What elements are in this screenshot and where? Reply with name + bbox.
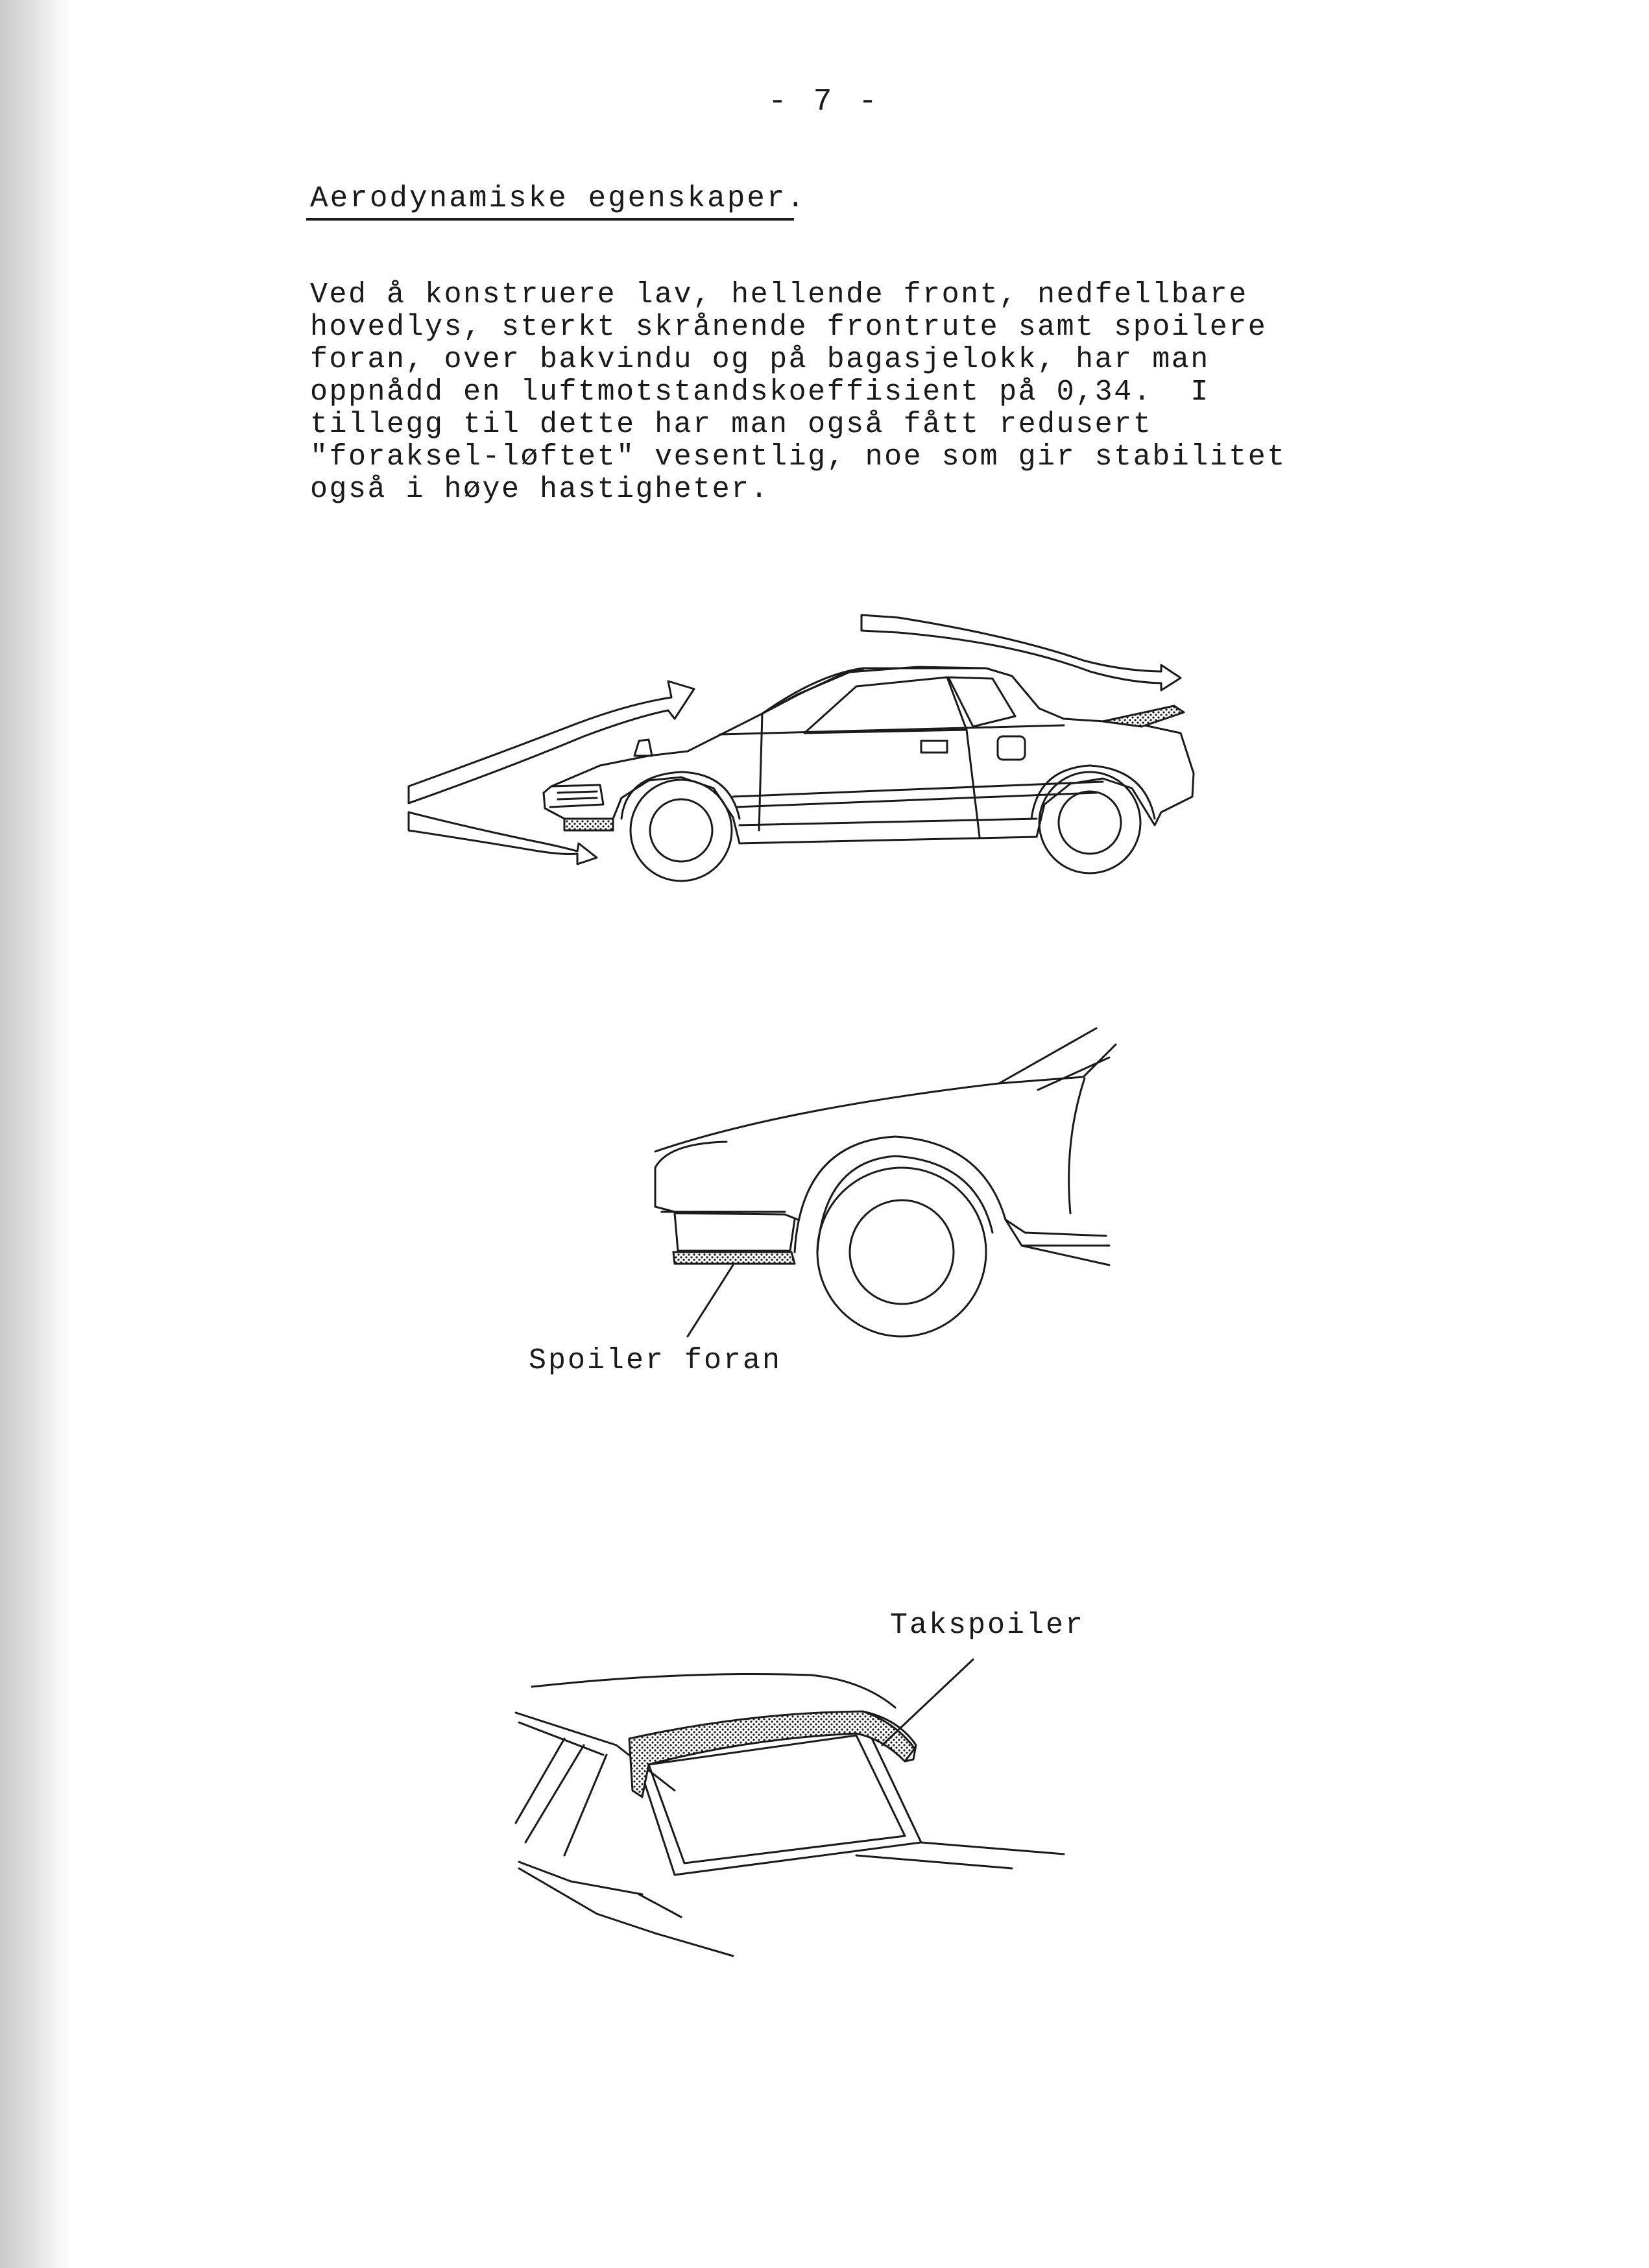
front-wheel: [631, 780, 732, 881]
roof-top-line: [532, 1674, 895, 1707]
car-side-window: [804, 677, 967, 733]
rear-wheel-hub: [1059, 791, 1121, 854]
car-side-intake: [998, 736, 1025, 760]
deck-line: [921, 1842, 1064, 1854]
roof-spoiler-caption: Takspoiler: [890, 1609, 1085, 1642]
lower-body-line: [519, 1868, 733, 1956]
fender-top-line: [655, 1044, 1116, 1152]
car-sill-line: [740, 819, 1037, 825]
rocker-line: [1005, 1220, 1109, 1265]
car-door-handle: [921, 741, 947, 753]
front-spoiler-drawing: [655, 1028, 1116, 1336]
car-front-grille: [550, 785, 603, 807]
body-line: også i høye hastigheter.: [310, 473, 770, 506]
front-nose: [655, 1142, 798, 1220]
upper-front-airflow-arrow: [409, 681, 694, 803]
windshield-edge: [999, 1028, 1096, 1083]
roof-spoiler-pointer: [882, 1659, 973, 1745]
car-windshield: [762, 670, 863, 714]
body-line: Ved å konstruere lav, hellende front, nedfellbare: [310, 278, 1248, 311]
section-heading: Aerodynamiske egenskaper.: [310, 182, 807, 215]
car-belt-line: [720, 725, 1064, 734]
car-front-spoiler: [564, 819, 613, 830]
roof-spoiler-drawing: [516, 1659, 1064, 1956]
nose-lower-line: [675, 1213, 795, 1251]
body-line: hovedlys, sterkt skrånende frontrute samt spoilere: [310, 311, 1268, 344]
body-line: "foraksel-løftet" vesentlig, noe som gir stabilitet: [310, 440, 1286, 474]
body-line: oppnådd en luftmotstandskoeffisient på 0,34. I: [310, 376, 1210, 409]
car-roof-line: [762, 668, 1012, 714]
wheel-arch-inner: [817, 1156, 993, 1252]
car-rear-spoiler: [1103, 706, 1184, 727]
a-pillar-line: [1069, 1078, 1085, 1213]
car-grille-lines: [558, 791, 597, 799]
wheel-outer: [817, 1168, 986, 1336]
front-spoiler-pointer: [688, 1265, 733, 1336]
windshield-edge-2: [1038, 1057, 1109, 1090]
body-line: foran, over bakvindu og på bagasjelokk, har man: [310, 343, 1210, 376]
deck-line-2: [856, 1855, 1012, 1868]
roof-spoiler-band: [629, 1711, 915, 1797]
car-side-airflow-drawing: [409, 615, 1194, 881]
lower-body-line-2: [639, 1894, 681, 1917]
rear-wheel: [1039, 772, 1140, 873]
front-wheel-hub: [650, 799, 712, 862]
front-spoiler-strip: [673, 1252, 795, 1264]
car-door-line: [759, 714, 762, 830]
roof-airflow-arrow: [861, 615, 1181, 690]
car-mirror: [634, 740, 652, 756]
front-spoiler-caption: Spoiler foran: [529, 1344, 782, 1377]
wheel-inner: [850, 1200, 954, 1304]
left-pillar: [516, 1739, 607, 1855]
body-line: tillegg til dette har man også fått redusert: [310, 408, 1153, 441]
page-number: - 7 -: [767, 84, 882, 119]
car-quarter-window: [948, 677, 1015, 727]
